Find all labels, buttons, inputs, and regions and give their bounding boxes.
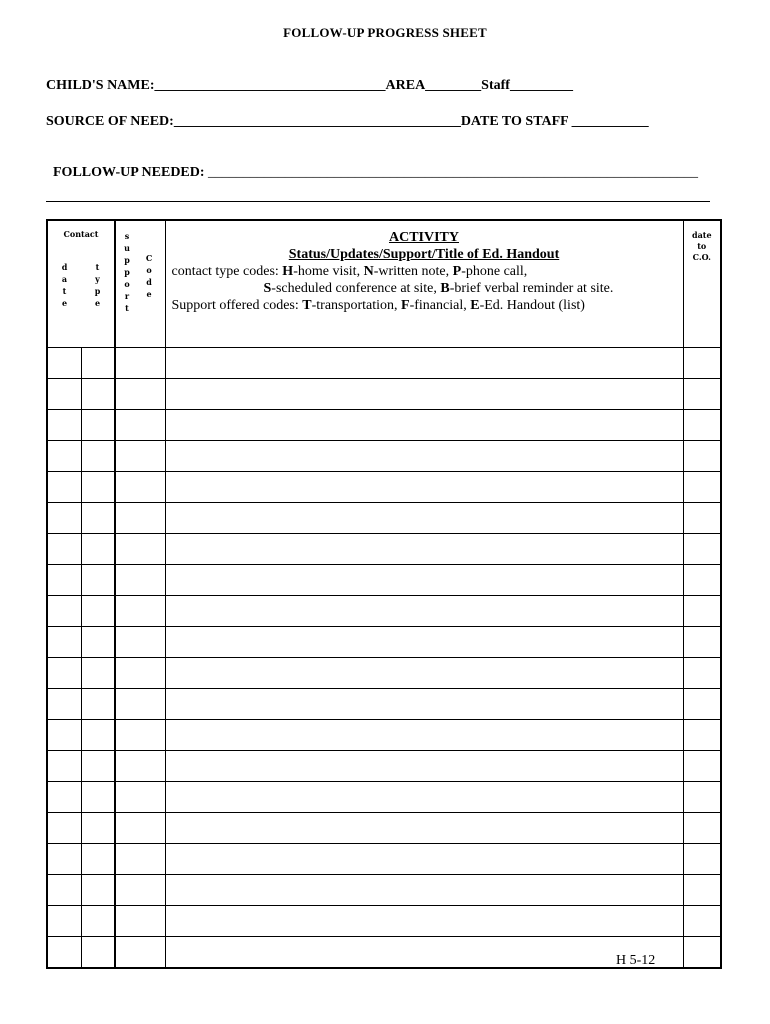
activity-cell[interactable] [165, 813, 683, 844]
date-to-co-cell[interactable] [683, 472, 721, 503]
date-to-co-cell[interactable] [683, 627, 721, 658]
activity-cell[interactable] [165, 844, 683, 875]
date-cell[interactable] [47, 937, 81, 969]
table-row[interactable] [47, 472, 721, 503]
date-header: d a t e [61, 262, 68, 308]
support-code-cell[interactable] [115, 410, 165, 441]
contact-label: Contact [63, 229, 99, 239]
table-row[interactable] [47, 348, 721, 379]
type-cell[interactable] [81, 410, 115, 441]
type-cell[interactable] [81, 782, 115, 813]
type-cell[interactable] [81, 441, 115, 472]
date-to-co-cell[interactable] [683, 813, 721, 844]
support-code-cell[interactable] [115, 813, 165, 844]
contact-type-codes: contact type codes: H-home visit, N-written note, P-phone call, [171, 264, 528, 279]
activity-cell[interactable] [165, 596, 683, 627]
type-cell[interactable] [81, 844, 115, 875]
date-cell[interactable] [47, 596, 81, 627]
date-to-co-cell[interactable] [683, 410, 721, 441]
table-header-row [47, 220, 721, 348]
date-cell[interactable] [47, 906, 81, 937]
date-to-co-cell[interactable] [683, 751, 721, 782]
progress-table [46, 219, 722, 969]
activity-cell[interactable] [165, 534, 683, 565]
table-row[interactable] [47, 379, 721, 410]
type-cell[interactable] [81, 658, 115, 689]
date-to-co-cell[interactable] [683, 441, 721, 472]
date-cell[interactable] [47, 534, 81, 565]
activity-cell[interactable] [165, 906, 683, 937]
type-cell[interactable] [81, 751, 115, 782]
date-to-co-header [683, 220, 721, 348]
type-cell[interactable] [81, 627, 115, 658]
date-to-co-cell[interactable] [683, 782, 721, 813]
activity-cell[interactable] [165, 875, 683, 906]
activity-title: ACTIVITY [388, 230, 459, 245]
date-cell[interactable] [47, 565, 81, 596]
table-row[interactable] [47, 534, 721, 565]
support-code-cell[interactable] [115, 348, 165, 379]
date-to-co-cell[interactable] [683, 875, 721, 906]
activity-cell[interactable] [165, 503, 683, 534]
date-cell[interactable] [47, 627, 81, 658]
table-row[interactable] [47, 596, 721, 627]
type-cell[interactable] [81, 689, 115, 720]
date-to-co-cell[interactable] [683, 534, 721, 565]
date-to-co-cell[interactable] [683, 379, 721, 410]
table-row[interactable] [47, 751, 721, 782]
activity-cell[interactable] [165, 472, 683, 503]
date-cell[interactable] [47, 875, 81, 906]
table-row[interactable] [47, 410, 721, 441]
type-cell[interactable] [81, 813, 115, 844]
activity-subtitle: Status/Updates/Support/Title of Ed. Handout [288, 247, 560, 262]
support-code-cell[interactable] [115, 782, 165, 813]
type-cell[interactable] [81, 596, 115, 627]
support-code-cell[interactable] [115, 534, 165, 565]
date-to-co-cell[interactable] [683, 937, 721, 969]
support-code-cell[interactable] [115, 906, 165, 937]
activity-cell[interactable] [165, 627, 683, 658]
activity-cell[interactable] [165, 689, 683, 720]
support-code-cell[interactable] [115, 937, 165, 969]
source-of-need-date-to-staff-line: SOURCE OF NEED:_________________________________________DATE TO STAFF ___________ [46, 114, 649, 129]
date-cell[interactable] [47, 751, 81, 782]
code-header: C o d e [145, 253, 153, 299]
type-cell[interactable] [81, 472, 115, 503]
table-row[interactable] [47, 844, 721, 875]
activity-cell[interactable] [165, 937, 683, 969]
type-cell[interactable] [81, 348, 115, 379]
support-code-cell[interactable] [115, 720, 165, 751]
date-cell[interactable] [47, 472, 81, 503]
date-to-co-cell[interactable] [683, 720, 721, 751]
table-row[interactable] [47, 441, 721, 472]
date-cell[interactable] [47, 410, 81, 441]
support-code-cell[interactable] [115, 379, 165, 410]
table-row[interactable] [47, 720, 721, 751]
page-title: FOLLOW-UP PROGRESS SHEET [283, 25, 487, 40]
table-row[interactable] [47, 503, 721, 534]
date-to-co-label: date to C.O. [691, 230, 712, 262]
form-code: H 5-12 [616, 953, 656, 968]
activity-cell[interactable] [165, 782, 683, 813]
support-code-cell[interactable] [115, 689, 165, 720]
follow-up-needed-blank: ______________________________________________________________________ [208, 165, 699, 180]
table-row[interactable] [47, 782, 721, 813]
type-cell[interactable] [81, 503, 115, 534]
date-cell[interactable] [47, 348, 81, 379]
activity-cell[interactable] [165, 658, 683, 689]
date-to-co-cell[interactable] [683, 503, 721, 534]
date-to-co-cell[interactable] [683, 689, 721, 720]
date-cell[interactable] [47, 503, 81, 534]
table-row[interactable] [47, 906, 721, 937]
support-code-cell[interactable] [115, 627, 165, 658]
support-code-cell[interactable] [115, 596, 165, 627]
follow-up-needed-line [46, 149, 698, 181]
support-code-cell[interactable] [115, 751, 165, 782]
date-to-co-cell[interactable] [683, 348, 721, 379]
type-cell[interactable] [81, 875, 115, 906]
support-code-cell[interactable] [115, 503, 165, 534]
date-cell[interactable] [47, 844, 81, 875]
type-cell[interactable] [81, 534, 115, 565]
date-cell[interactable] [47, 689, 81, 720]
date-cell[interactable] [47, 441, 81, 472]
date-cell[interactable] [47, 379, 81, 410]
type-cell[interactable] [81, 379, 115, 410]
support-code-cell[interactable] [115, 472, 165, 503]
type-cell[interactable] [81, 565, 115, 596]
support-code-cell[interactable] [115, 441, 165, 472]
date-to-co-cell[interactable] [683, 596, 721, 627]
date-to-co-cell[interactable] [683, 844, 721, 875]
activity-cell[interactable] [165, 565, 683, 596]
table-row[interactable] [47, 658, 721, 689]
support-header: s u p p o r t [124, 231, 130, 313]
support-offered-codes: Support offered codes: T-transportation, F-financial, E-Ed. Handout (list) [171, 298, 585, 313]
date-cell[interactable] [47, 782, 81, 813]
blank-rule-line [46, 201, 710, 202]
activity-cell[interactable] [165, 379, 683, 410]
table-body [47, 348, 721, 969]
date-cell[interactable] [47, 813, 81, 844]
activity-cell[interactable] [165, 441, 683, 472]
table-row[interactable] [47, 689, 721, 720]
support-code-cell[interactable] [115, 565, 165, 596]
date-to-co-cell[interactable] [683, 658, 721, 689]
childs-name-area-staff-line: CHILD'S NAME:_________________________________AREA________Staff_________ [46, 78, 573, 93]
type-cell[interactable] [81, 720, 115, 751]
table-row[interactable] [47, 813, 721, 844]
activity-cell[interactable] [165, 410, 683, 441]
contact-type-codes-cont: S-scheduled conference at site, B-brief verbal reminder at site. [263, 281, 614, 296]
contact-header [47, 220, 115, 348]
support-code-cell[interactable] [115, 875, 165, 906]
date-to-co-cell[interactable] [683, 565, 721, 596]
type-cell[interactable] [81, 906, 115, 937]
date-cell[interactable] [47, 658, 81, 689]
support-code-header [115, 220, 165, 348]
activity-header [165, 220, 683, 348]
activity-cell[interactable] [165, 751, 683, 782]
date-to-co-cell[interactable] [683, 906, 721, 937]
type-cell[interactable] [81, 937, 115, 969]
follow-up-needed-label: FOLLOW-UP NEEDED: [53, 165, 209, 180]
table-row[interactable] [47, 875, 721, 906]
type-header: t y p e [94, 262, 101, 308]
activity-cell[interactable] [165, 348, 683, 379]
activity-cell[interactable] [165, 720, 683, 751]
support-code-cell[interactable] [115, 658, 165, 689]
support-code-cell[interactable] [115, 844, 165, 875]
table-row[interactable] [47, 627, 721, 658]
date-cell[interactable] [47, 720, 81, 751]
table-row[interactable] [47, 565, 721, 596]
